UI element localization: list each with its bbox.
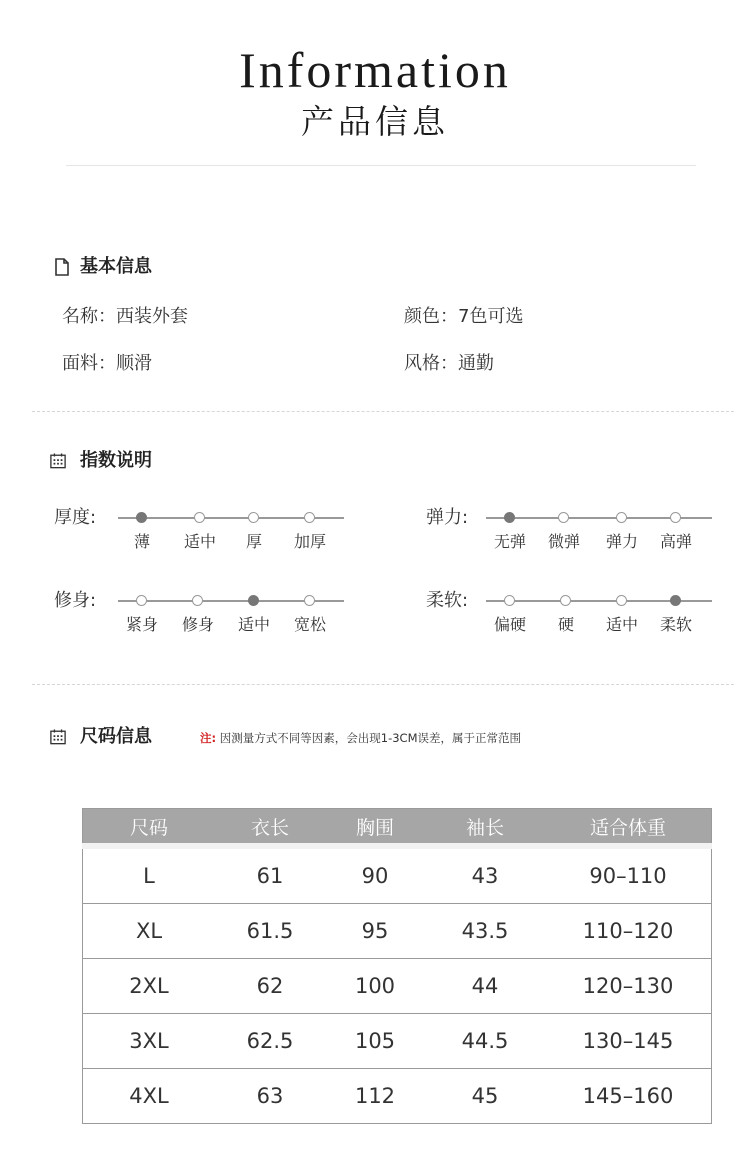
scale-dot-selected — [670, 595, 681, 606]
scale-label: 修身: — [54, 590, 97, 611]
calendar-icon — [50, 728, 66, 746]
column-header: 胸围 — [325, 809, 425, 847]
table-row — [83, 904, 712, 959]
title-divider — [66, 165, 696, 166]
scale-option-label: 偏硬 — [493, 615, 526, 634]
scale-dot-selected — [136, 512, 147, 523]
document-icon — [54, 258, 70, 276]
info-label: 颜色： — [404, 306, 458, 327]
scale-dot-selected — [504, 512, 515, 523]
scale-option-label: 弹力 — [605, 532, 638, 551]
table-cell: 61.5 — [215, 904, 325, 959]
info-label: 面料： — [62, 353, 116, 374]
table-cell: 45 — [425, 1069, 545, 1124]
table-cell: 120–130 — [545, 959, 712, 1014]
table-row — [83, 846, 712, 904]
scale-option-label: 紧身 — [125, 615, 158, 634]
table-cell: 2XL — [83, 959, 216, 1014]
scale-option-label: 宽松 — [293, 615, 326, 634]
section-heading-index: 指数说明 — [80, 450, 152, 471]
scale-option-label: 薄 — [133, 532, 150, 551]
info-value: 通勤 — [458, 353, 494, 374]
scale-option-label: 适中 — [183, 532, 216, 551]
page-title-en: Information — [239, 42, 511, 98]
scale-dot — [504, 595, 515, 606]
table-row — [83, 959, 712, 1014]
table-cell: 4XL — [83, 1069, 216, 1124]
info-item-style — [404, 352, 494, 376]
table-cell: 112 — [325, 1069, 425, 1124]
scale-dot — [136, 595, 147, 606]
scale-dot-selected — [248, 595, 259, 606]
column-header: 尺码 — [83, 809, 216, 847]
scale-dot — [616, 595, 627, 606]
table-cell: 95 — [325, 904, 425, 959]
size-table — [82, 808, 712, 1124]
info-value: 7色可选 — [458, 306, 524, 327]
scale-label: 弹力: — [426, 507, 469, 528]
table-header-row — [83, 809, 712, 847]
info-value: 西装外套 — [116, 306, 188, 327]
scale-dot — [194, 512, 205, 523]
info-item-color — [404, 305, 523, 329]
table-cell: 145–160 — [545, 1069, 712, 1124]
note-text: 因测量方式不同等因素，会出现1-3CM误差，属于正常范围 — [219, 731, 521, 745]
scale-option-label: 适中 — [237, 615, 270, 634]
scale-dot — [560, 595, 571, 606]
calendar-icon — [50, 452, 66, 470]
scale-dot — [616, 512, 627, 523]
scale-label: 厚度: — [54, 507, 97, 528]
table-cell: 90–110 — [545, 846, 712, 904]
section-divider — [32, 411, 734, 412]
column-header: 袖长 — [425, 809, 545, 847]
scale-dot — [192, 595, 203, 606]
table-cell: 63 — [215, 1069, 325, 1124]
table-cell: 44.5 — [425, 1014, 545, 1069]
table-row — [83, 1069, 712, 1124]
info-label: 名称： — [62, 306, 116, 327]
section-divider — [32, 684, 734, 685]
scale-option-label: 高弹 — [659, 532, 692, 551]
table-cell: 105 — [325, 1014, 425, 1069]
table-cell: XL — [83, 904, 216, 959]
table-cell: 110–120 — [545, 904, 712, 959]
scale-option-label: 修身 — [181, 615, 214, 634]
table-cell: 90 — [325, 846, 425, 904]
table-cell: 43 — [425, 846, 545, 904]
scale-option-label: 柔软 — [659, 615, 692, 634]
scale-label: 柔软: — [426, 590, 469, 611]
scale-option-label: 硬 — [557, 615, 574, 634]
scale-dot — [670, 512, 681, 523]
page-title-cn: 产品信息 — [301, 102, 449, 141]
table-cell: 100 — [325, 959, 425, 1014]
scale-dot — [304, 512, 315, 523]
section-heading-basic: 基本信息 — [80, 256, 152, 277]
table-cell: 43.5 — [425, 904, 545, 959]
info-item-name — [62, 305, 188, 329]
column-header: 适合体重 — [545, 809, 712, 847]
info-label: 风格： — [404, 353, 458, 374]
scale-dot — [248, 512, 259, 523]
section-heading-size: 尺码信息 — [80, 726, 152, 747]
scale-option-label: 适中 — [605, 615, 638, 634]
info-item-fabric — [62, 352, 152, 376]
table-cell: 62 — [215, 959, 325, 1014]
scale-option-label: 厚 — [245, 532, 262, 551]
scale-option-label: 微弹 — [547, 532, 580, 551]
table-cell: 130–145 — [545, 1014, 712, 1069]
scale-dot — [304, 595, 315, 606]
table-row — [83, 1014, 712, 1069]
size-note — [200, 730, 521, 746]
table-cell: 61 — [215, 846, 325, 904]
table-cell: 62.5 — [215, 1014, 325, 1069]
scale-option-label: 无弹 — [493, 532, 526, 551]
table-cell: 3XL — [83, 1014, 216, 1069]
column-header: 衣长 — [215, 809, 325, 847]
scale-option-label: 加厚 — [293, 532, 326, 551]
note-prefix: 注: — [200, 731, 217, 745]
table-cell: L — [83, 846, 216, 904]
scale-dot — [558, 512, 569, 523]
table-cell: 44 — [425, 959, 545, 1014]
info-value: 顺滑 — [116, 353, 152, 374]
